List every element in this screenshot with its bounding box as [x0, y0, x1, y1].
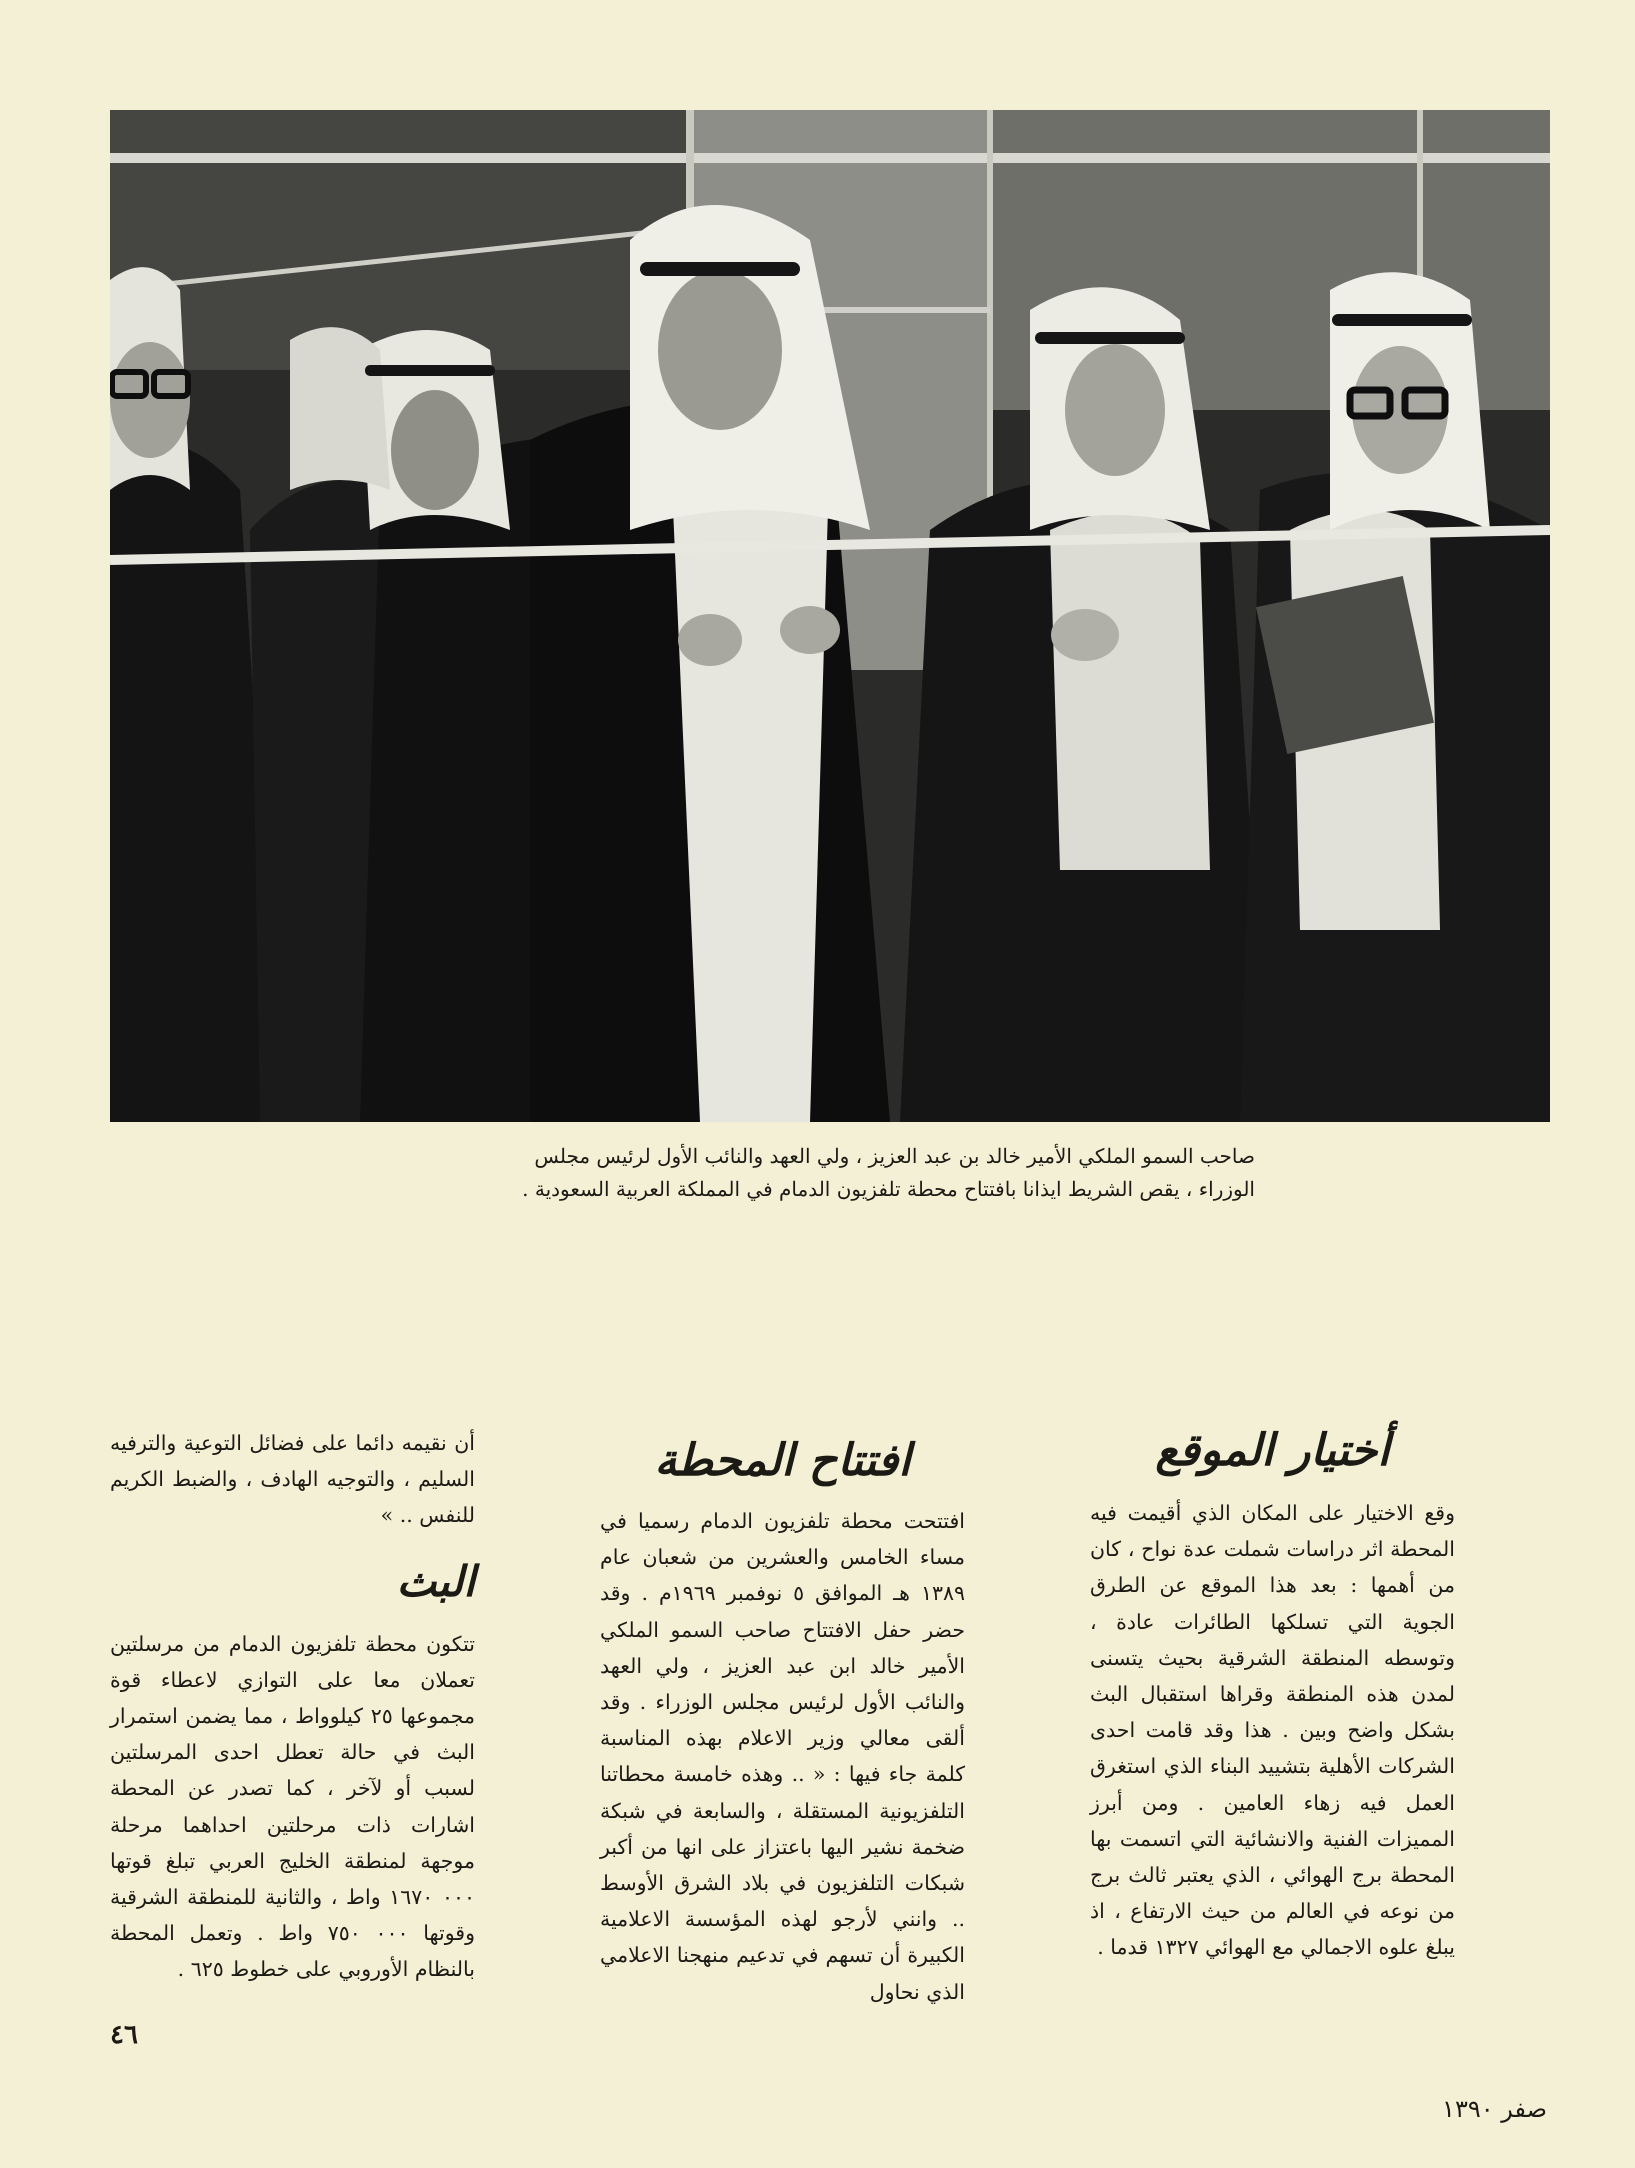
- section-text-continuation: أن نقيمه دائما على فضائل التوعية والترفيه السليم ، والتوجيه الهادف ، والضبط الكريم للنفس .. »: [110, 1431, 475, 1528]
- news-photo: [110, 110, 1550, 1122]
- section-heading-opening: افتتاح المحطة: [654, 1435, 911, 1486]
- section-text-opening: افتتحت محطة تلفزيون الدمام رسميا في مساء الخامس والعشرين من شعبان عام ١٣٨٩ هـ الموافق ٥ نوفمبر ١٩٦٩م . وقد حضر حفل الافتتاح صاحب السمو الملكي الأمير خالد ابن عبد العزيز ، ولي العهد والنائب الأول لرئيس مجلس الوزراء . وقد ألقى معالي وزير الاعلام بهذه المناسبة كلمة جاء فيها : « .. وهذه خامسة محطاتنا التلفزيونية المستقلة ، والسابعة في شبكة ضخمة نشير اليها باعتزاز على انها من أكبر شبكات التلفزيون في بلاد الشرق الأوسط .. وانني لأرجو لهذه المؤسسة الاعلامية الكبيرة أن تسهم في تدعيم منهجنا الاعلامي الذي نحاول: [600, 1509, 965, 2004]
- column-broadcast: [110, 1425, 475, 1988]
- caption-line-2: الوزراء ، يقص الشريط ايذانا بافتتاح محطة تلفزيون الدمام في المملكة العربية السعودية .: [522, 1177, 1255, 1201]
- photo-ribbon-cutting-icon: [110, 110, 1550, 1122]
- column-opening: [600, 1425, 965, 2010]
- issue-date: صفر ١٣٩٠: [1442, 2095, 1547, 2123]
- section-text-site: وقع الاختيار على المكان الذي أقيمت فيه المحطة اثر دراسات شملت عدة نواح ، كان من أهمها : بعد هذا الموقع عن الطرق الجوية التي تسلكها الطائرات عادة ، وتوسطه المنطقة الشرقية بحيث يتسنى لمدن هذه المنطقة وقراها استقبال البث بشكل واضح وبين . هذا وقد قامت احدى الشركات الأهلية بتشييد البناء الذي استغرق العمل فيه زهاء العامين . ومن أبرز المميزات الفنية والانشائية التي اتسمت بها المحطة برج الهوائي ، الذي يعتبر ثالث برج من نوعه في العالم من حيث الارتفاع ، اذ يبلغ علوه الاجمالي مع الهوائي ١٣٢٧ قدما .: [1090, 1501, 1455, 1960]
- page-number: ٤٦: [110, 2020, 138, 2050]
- section-heading-broadcast: البث: [396, 1556, 475, 1606]
- photo-caption: [395, 1140, 1255, 1206]
- caption-line-1: صاحب السمو الملكي الأمير خالد بن عبد العزيز ، ولي العهد والنائب الأول لرئيس مجلس: [534, 1144, 1255, 1168]
- column-site-selection: [1090, 1415, 1455, 1966]
- section-text-broadcast: تتكون محطة تلفزيون الدمام من مرسلتين تعملان معا على التوازي لاعطاء قوة مجموعها ٢٥ كيلوواط ، مما يضمن استمرار البث في حالة تعطل احدى المرسلتين لسبب أو لآخر ، كما تصدر عن المحطة اشارات ذات مرحلتين احداهما مرحلة موجهة لمنطقة الخليج العربي تبلغ قوتها ٠٠٠ ١٦٧٠ واط ، والثانية للمنطقة الشرقية وقوتها ٠٠٠ ٧٥٠ واط . وتعمل المحطة بالنظام الأوروبي على خطوط ٦٢٥ .: [110, 1631, 475, 1982]
- section-heading-site: أختيار الموقع: [1155, 1425, 1390, 1476]
